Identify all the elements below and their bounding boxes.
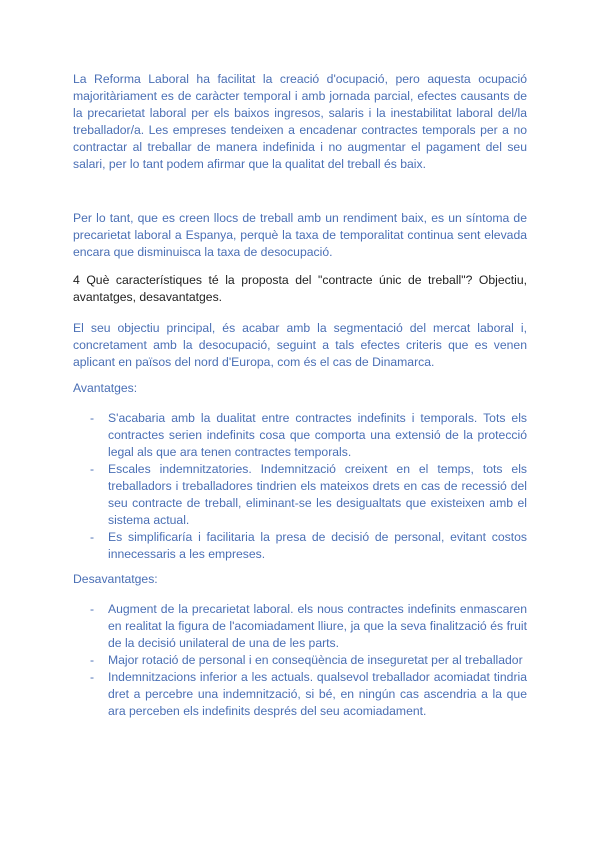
list-item-text: Augment de la precarietat laboral. els nous contractes indefinits enmascaren en realitat la figura de l'acomiadament lliure, ja que la seva finalització és fruit de la decisió unilateral de una de les parts. (108, 602, 527, 650)
disadvantages-label: Desavantatges: (73, 572, 158, 586)
bullet-dash: - (90, 602, 95, 616)
list-item (73, 669, 527, 720)
paragraph-objectiu: El seu objectiu principal, és acabar amb la segmentació del mercat laboral i, concretament amb la desocupació, seguint a tals efectes criteris que es venen aplicant en països del nord d'Europa, com és el cas de Dinamarca. (73, 321, 527, 369)
list-item-text: Indemnitzacions inferior a les actuals. qualsevol treballador acomiadat tindria dret a percebre una indemnització, si bé, en ningún cas ascendria a la que ara perceben els indefinits després del seu acomiadament. (108, 670, 527, 718)
list-item (73, 652, 527, 669)
advantages-list (73, 410, 527, 563)
list-item-text: Major rotació de personal i en conseqüència de inseguretat per al treballador (108, 653, 523, 667)
bullet-dash: - (90, 530, 95, 544)
list-item (73, 461, 527, 529)
list-item-text: Escales indemnitzatories. Indemnització creixent en el temps, tots els treballadors i treballadores tindrien els mateixos drets en cas de recessió del seu contracte de treball, eliminant-se les desigualtats que existeixen amb el sistema actual. (108, 462, 527, 527)
question-heading: 4 Què característiques té la proposta del "contracte únic de treball"? Objectiu, avantatges, desavantatges. (73, 273, 527, 304)
bullet-dash: - (90, 462, 95, 476)
paragraph-precarietat: Per lo tant, que es creen llocs de treball amb un rendiment baix, es un síntoma de precarietat laboral a Espanya, perquè la taxa de temporalitat continua sent elevada encara que disminuisca la taxa de desocupació. (73, 211, 527, 259)
list-item-text: S'acabaria amb la dualitat entre contractes indefinits i temporals. Tots els contractes serien indefinits cosa que comporta una extensió de la protecció legal als que ara tenen contractes temporals. (108, 411, 527, 459)
paragraph-reforma-laboral: La Reforma Laboral ha facilitat la creació d'ocupació, pero aquesta ocupació majoritàriament es de caràcter temporal i amb jornada parcial, efectes causants de la precarietat laboral per els baixos ingresos, salaris i la inestabilitat laboral del/la treballador/a. Les empreses tendeixen a encadenar contractes temporals per a no contractar al treballar de manera indefinida i no augmentar el pagament del seu salari, per lo tant podem afirmar que la qualitat del treball és baix. (73, 72, 527, 171)
list-item-text: Es simplificaría i facilitaria la presa de decisió de personal, evitant costos innecessaris a les empreses. (108, 530, 527, 561)
disadvantages-list (73, 601, 527, 720)
advantages-label: Avantatges: (73, 381, 138, 395)
list-item (73, 410, 527, 461)
list-item (73, 601, 527, 652)
bullet-dash: - (90, 653, 95, 667)
bullet-dash: - (90, 411, 95, 425)
bullet-dash: - (90, 670, 95, 684)
list-item (73, 529, 527, 563)
